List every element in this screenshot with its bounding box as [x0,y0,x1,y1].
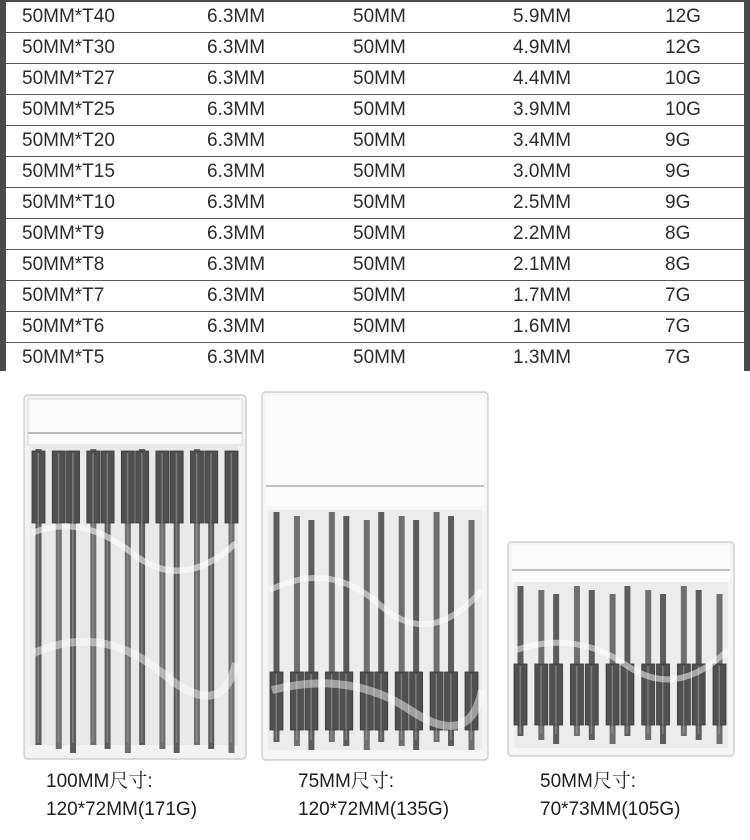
table-cell: 7G [665,347,691,368]
spec-table [6,2,744,373]
table-cell: 3.4MM [513,126,665,157]
table-cell: 6.3MM [207,157,353,188]
table-cell: 6.3MM [207,219,353,250]
table-cell: 9G [665,157,744,188]
table-cell: 8G [665,219,744,250]
table-row [6,188,744,219]
table-cell: 1.6MM [513,312,665,343]
table-cell: 50MM*T30 [6,33,207,64]
table-cell: 50MM [353,250,513,281]
table-cell: 6.3MM [207,95,353,126]
table-cell: 50MM [353,157,513,188]
table-row [6,64,744,95]
table-cell: 9G [665,188,744,219]
table-cell: 9G [665,126,744,157]
table-cell: 50MM*T7 [6,281,207,312]
table-row [6,312,744,343]
table-cell: 7G [665,281,744,312]
table-cell: 12G [665,2,744,33]
table-cell: 10G [665,95,744,126]
table-cell: 3.0MM [513,157,665,188]
spec-table-body [6,2,744,373]
table-cell: 50MM*T6 [6,312,207,343]
table-cell: 50MM [353,33,513,64]
package-50mm-size-label: 50MM尺寸: [540,771,637,792]
table-cell: 50MM*T40 [6,2,207,33]
bag-100mm-image [22,393,250,763]
table-cell: 50MM [353,312,513,343]
table-cell: 6.3MM [207,347,266,368]
table-cell: 2.2MM [513,219,665,250]
table-cell: 50MM [353,126,513,157]
table-cell: 1.3MM [513,347,572,368]
table-cell: 3.9MM [513,95,665,126]
table-cell: 6.3MM [207,250,353,281]
table-row [6,95,744,126]
table-cell: 2.5MM [513,188,665,219]
table-cell: 50MM [353,188,513,219]
table-cell: 12G [665,33,744,64]
table-cell: 6.3MM [207,33,353,64]
table-cell: 50MM*T15 [6,157,207,188]
table-cell: 50MM*T10 [6,188,207,219]
table-cell: 50MM [353,2,513,33]
table-row [6,343,744,374]
table-row [6,126,744,157]
table-cell: 50MM [353,95,513,126]
package-75mm-caption [298,770,449,822]
table-cell: 50MM*T27 [6,64,207,95]
table-cell: 6.3MM [207,64,353,95]
table-row [6,281,744,312]
spec-table-frame [0,0,750,371]
table-row [6,250,744,281]
table-cell: 8G [665,250,744,281]
table-cell: 50MM*T5 [22,347,105,368]
table-cell: 6.3MM [207,2,353,33]
table-row [6,157,744,188]
package-75mm-dimensions: 120*72MM(135G) [298,799,450,820]
table-cell: 6.3MM [207,188,353,219]
table-cell: 6.3MM [207,312,353,343]
table-cell: 7G [665,312,744,343]
bag-50mm-image [506,540,736,760]
table-cell: 50MM*T8 [6,250,207,281]
table-cell: 6.3MM [207,281,353,312]
package-100mm-size-label: 100MM尺寸: [46,771,153,792]
table-cell: 4.4MM [513,64,665,95]
package-100mm-caption [46,770,197,822]
bag-75mm-image [260,390,490,764]
table-cell: 50MM [353,281,513,312]
table-cell: 5.9MM [513,2,665,33]
table-cell: 4.9MM [513,33,665,64]
table-cell: 2.1MM [513,250,665,281]
table-cell: 50MM*T9 [6,219,207,250]
table-cell: 1.7MM [513,281,665,312]
table-cell: 50MM*T20 [6,126,207,157]
package-75mm-size-label: 75MM尺寸: [298,771,395,792]
table-cell: 50MM [353,64,513,95]
table-row [6,219,744,250]
table-row [6,33,744,64]
package-100mm-dimensions: 120*72MM(171G) [46,799,198,820]
package-50mm-caption [540,770,680,822]
table-cell: 50MM*T25 [6,95,207,126]
table-cell: 50MM [353,219,513,250]
package-50mm-dimensions: 70*73MM(105G) [540,799,681,820]
table-row [6,2,744,33]
table-cell: 6.3MM [207,126,353,157]
table-cell: 50MM [353,347,406,368]
table-cell: 10G [665,64,744,95]
